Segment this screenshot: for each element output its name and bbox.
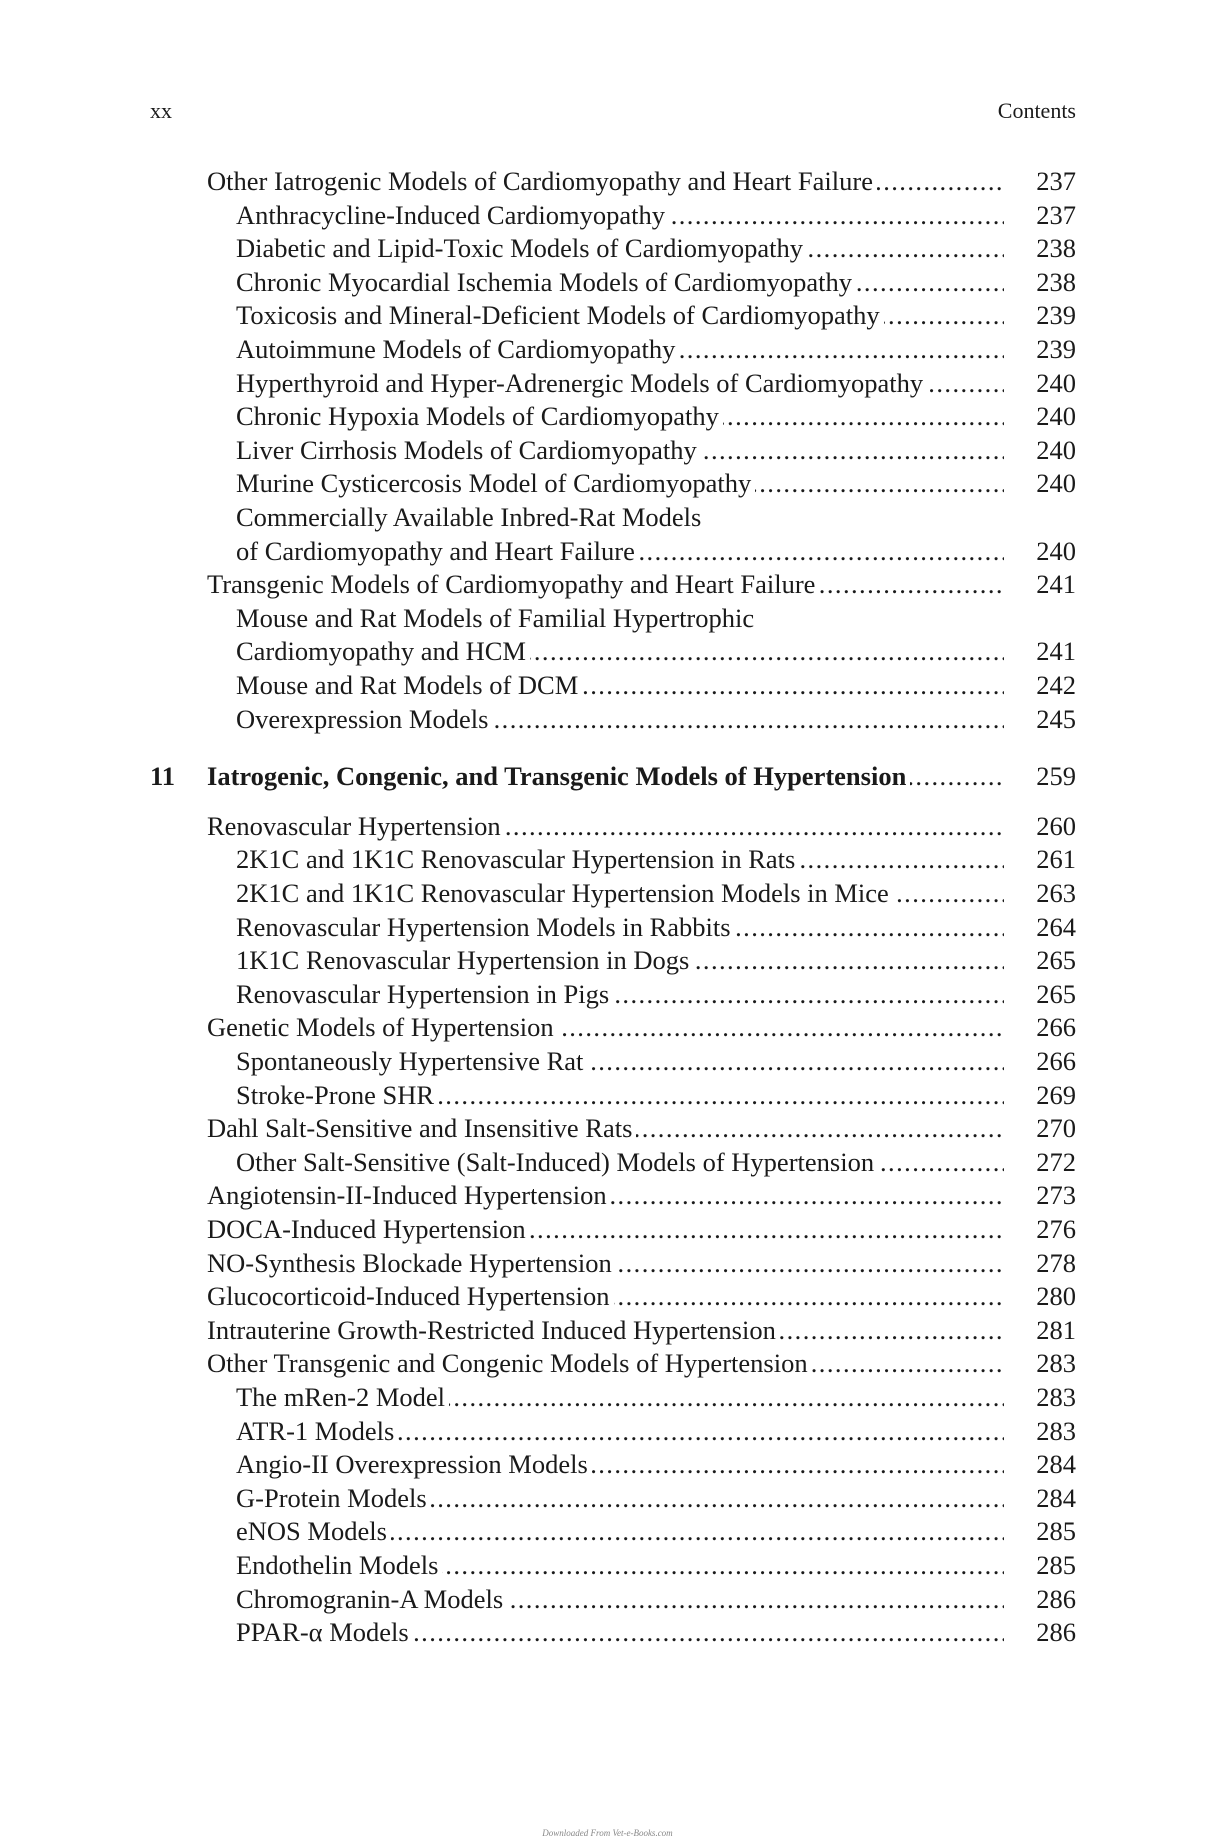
toc-entry[interactable] [0,500,1215,534]
toc-entry-title [207,1212,1004,1246]
toc-entry-title [236,1044,1004,1078]
toc-entry-title [236,500,1076,534]
toc-entry[interactable] [0,1548,1215,1582]
toc-entry-text: Hyperthyroid and Hyper-Adrenergic Models of Cardiomyopathy [236,368,927,398]
toc-page-number: 283 [1036,1415,1076,1446]
toc-entry-title [207,1178,1004,1212]
toc-page-number: 240 [1036,434,1076,465]
page-number-roman: xx [150,98,172,123]
toc-page-number: 285 [1036,1550,1076,1580]
toc-entry[interactable] [0,1212,1215,1246]
toc-entry-text: Commercially Available Inbred-Rat Models [236,502,705,532]
toc-entry-text: The mRen-2 Model [236,1382,449,1412]
toc-entry-title [207,1246,1004,1280]
toc-entry[interactable] [0,910,1215,944]
toc-page-number: 265 [1036,978,1076,1009]
toc-entry-text: Overexpression Models [236,704,492,734]
toc-entry-text: DOCA-Induced Hypertension [207,1214,530,1244]
toc-entry-title [236,876,1004,910]
toc-entry-title [236,634,1004,668]
toc-page-number: 265 [1036,945,1076,976]
toc-entry-text: 2K1C and 1K1C Renovascular Hypertension in Rats [236,844,799,874]
toc-entry-title [236,943,1004,977]
toc-entry[interactable] [0,1313,1215,1347]
toc-entry[interactable] [0,1044,1215,1078]
toc-entry[interactable] [0,433,1215,467]
toc-entry-text: Renovascular Hypertension in Pigs [236,979,613,1009]
toc-entry-title [236,842,1004,876]
toc-entry-title [207,1279,1004,1313]
chapter-number: 11 [150,761,176,792]
toc-entry[interactable] [0,1481,1215,1515]
toc-entry-title [236,1548,1004,1582]
toc-entry[interactable] [0,1111,1215,1145]
toc-entry-title [207,1010,1004,1044]
toc-page-number: 286 [1036,1617,1076,1648]
running-head-title: Contents [997,98,1076,123]
toc-entry-text: Liver Cirrhosis Models of Cardiomyopathy [236,435,701,465]
toc-entry-title [236,1380,1004,1414]
toc-entry-text: Angiotensin-II-Induced Hypertension [207,1180,611,1210]
toc-entry-title [236,1481,1004,1515]
toc-entry-title [236,231,1004,265]
toc-entry[interactable] [0,702,1215,736]
toc-entry[interactable] [0,1178,1215,1212]
toc-entry-text: Murine Cysticercosis Model of Cardiomyopathy [236,468,755,498]
toc-entry-title [236,433,1004,467]
toc-page-number: 264 [1036,911,1076,942]
toc-entry-text: 2K1C and 1K1C Renovascular Hypertension Models in Mice [236,878,893,908]
toc-entry[interactable] [0,366,1215,400]
toc-entry-title [236,265,1004,299]
toc-page-number: 278 [1036,1247,1076,1278]
toc-entry-text: Dahl Salt-Sensitive and Insensitive Rats [207,1113,636,1143]
toc-page-number: 239 [1036,334,1076,364]
toc-entry-text: Renovascular Hypertension Models in Rabbits [236,912,735,942]
toc-entry[interactable] [0,534,1215,568]
toc-page-number: 260 [1036,810,1076,841]
toc-page-number: 238 [1036,233,1076,264]
toc-page-number: 273 [1036,1180,1076,1211]
toc-page-number: 239 [1036,300,1076,331]
toc-entry-title [236,1615,1004,1649]
toc-entry-title [207,759,1004,793]
toc-entry[interactable] [0,164,1215,198]
toc-entry-title [236,1582,1004,1616]
toc-page-number: 284 [1036,1449,1076,1480]
toc-entry-title [207,164,1004,198]
toc-page-number: 240 [1036,535,1076,566]
toc-entry[interactable] [0,265,1215,299]
toc-entry-text: Iatrogenic, Congenic, and Transgenic Models of Hypertension [207,761,910,791]
toc-entry-text: Genetic Models of Hypertension [207,1012,558,1042]
toc-entry[interactable] [0,1414,1215,1448]
toc-entry-title [236,702,1004,736]
toc-entry-text: Cardiomyopathy and HCM [236,636,530,666]
toc-page-number: 272 [1036,1146,1076,1177]
toc-entry[interactable] [0,1514,1215,1548]
toc-entry[interactable] [0,1010,1215,1044]
toc-entry-text: Intrauterine Growth-Restricted Induced Hypertension [207,1315,780,1345]
toc-page-number: 241 [1036,569,1076,600]
toc-entry[interactable] [0,1078,1215,1112]
toc-page-number: 245 [1036,703,1076,734]
toc-entry[interactable] [0,634,1215,668]
toc-page-number: 283 [1036,1382,1076,1412]
toc-entry-text: Chromogranin-A Models [236,1584,507,1614]
toc-page-number: 263 [1036,878,1076,908]
toc-page-number: 238 [1036,266,1076,297]
toc-entry-title [236,399,1004,433]
toc-page-number: 280 [1036,1281,1076,1312]
toc-entry-text: eNOS Models [236,1516,391,1546]
toc-entry-title [236,1447,1004,1481]
toc-page-number: 240 [1036,468,1076,499]
toc-entry[interactable] [0,1279,1215,1313]
toc-entry-title [207,809,1004,843]
toc-entry-title [236,668,1004,702]
toc-entry-title [207,1346,1004,1380]
toc-entry-text: ATR-1 Models [236,1416,398,1446]
toc-page-number: 242 [1036,670,1076,700]
toc-entry-title [236,366,1004,400]
toc-entry-title [236,1145,1004,1179]
toc-page-number: 270 [1036,1113,1076,1144]
toc-entry-title [236,298,1004,332]
toc-entry-title [236,1414,1004,1448]
toc-entry-title [236,1078,1004,1112]
toc-entry-text: of Cardiomyopathy and Heart Failure [236,536,639,566]
toc-entry[interactable] [0,1380,1215,1414]
toc-entry[interactable] [0,842,1215,876]
toc-entry-title [236,977,1004,1011]
toc-entry[interactable] [0,1346,1215,1380]
toc-entry[interactable] [0,977,1215,1011]
toc-entry-text: Other Transgenic and Congenic Models of Hypertension [207,1348,812,1378]
toc-entry[interactable] [0,567,1215,601]
toc-page-number: 266 [1036,1012,1076,1043]
toc-entry[interactable] [0,198,1215,232]
toc-page-number: 269 [1036,1079,1076,1110]
toc-entry[interactable] [0,601,1215,635]
toc-page-number: 286 [1036,1583,1076,1614]
toc-page-number: 266 [1036,1046,1076,1076]
toc-entry[interactable] [0,1615,1215,1649]
toc-entry-text: Toxicosis and Mineral-Deficient Models of Cardiomyopathy [236,300,884,330]
toc-entry[interactable] [0,809,1215,843]
toc-page-number: 237 [1036,199,1076,230]
toc-entry-title [236,910,1004,944]
toc-page-number: 283 [1036,1348,1076,1379]
toc-entry-text: Chronic Myocardial Ischemia Models of Cardiomyopathy [236,267,856,297]
toc-entry-text: Mouse and Rat Models of DCM [236,670,582,700]
toc-entry-text: Autoimmune Models of Cardiomyopathy [236,334,679,364]
toc-entry-text: Glucocorticoid-Induced Hypertension [207,1281,614,1311]
toc-entry[interactable] [0,399,1215,433]
toc-entry-text: Anthracycline-Induced Cardiomyopathy [236,200,669,230]
toc-entry-text: Chronic Hypoxia Models of Cardiomyopathy [236,401,723,431]
toc-entry-text: Angio-II Overexpression Models [236,1449,592,1479]
toc-entry-text: Spontaneously Hypertensive Rat [236,1046,587,1076]
toc-entry[interactable] [0,332,1215,366]
toc-entry[interactable] [0,876,1215,910]
toc-entry[interactable] [0,231,1215,265]
toc-entry[interactable] [0,298,1215,332]
toc-entry-title [236,1514,1004,1548]
toc-chapter-entry[interactable] [0,759,1215,793]
toc-entry-title [236,198,1004,232]
toc-entry-text: NO-Synthesis Blockade Hypertension [207,1248,616,1278]
toc-entry-text: Other Iatrogenic Models of Cardiomyopathy and Heart Failure [207,166,877,196]
toc-entry-title [207,1111,1004,1145]
toc-entry-text: Endothelin Models [236,1550,442,1580]
toc-entry-title [236,466,1004,500]
toc-entry-title [236,332,1004,366]
toc-entry-title [207,567,1004,601]
toc-page-number: 285 [1036,1516,1076,1547]
toc-entry-text: Diabetic and Lipid-Toxic Models of Cardiomyopathy [236,233,807,263]
toc-page-number: 261 [1036,844,1076,875]
toc-entry-text: 1K1C Renovascular Hypertension in Dogs [236,945,693,975]
toc-entry-text: Stroke-Prone SHR [236,1080,438,1110]
toc-entry-title [236,601,1076,635]
toc-page-number: 276 [1036,1214,1076,1244]
toc-entry-text: G-Protein Models [236,1483,431,1513]
running-header [150,98,1076,128]
toc-entry-text: Other Salt-Sensitive (Salt-Induced) Models of Hypertension [236,1147,878,1177]
toc-entry-title [236,534,1004,568]
toc-entry[interactable] [0,1246,1215,1280]
toc-page-number: 259 [1036,761,1076,792]
toc-page-number: 241 [1036,636,1076,667]
toc-entry-text: PPAR-α Models [236,1617,413,1647]
toc-page-number: 240 [1036,401,1076,432]
toc-entry[interactable] [0,1447,1215,1481]
toc-entry[interactable] [0,943,1215,977]
toc-entry-title [207,1313,1004,1347]
toc-entry[interactable] [0,1145,1215,1179]
toc-page-number: 237 [1036,166,1076,196]
toc-page-number: 240 [1036,367,1076,398]
toc-entry-text: Mouse and Rat Models of Familial Hypertrophic [236,603,758,633]
toc-entry-text: Renovascular Hypertension [207,811,505,841]
toc-entry[interactable] [0,1582,1215,1616]
toc-entry[interactable] [0,668,1215,702]
toc-entry[interactable] [0,466,1215,500]
toc-page-number: 281 [1036,1314,1076,1345]
watermark-footer: Downloaded From Vet-e-Books.com [542,1828,673,1838]
toc-entry-text: Transgenic Models of Cardiomyopathy and Heart Failure [207,569,819,599]
toc-page-number: 284 [1036,1482,1076,1513]
